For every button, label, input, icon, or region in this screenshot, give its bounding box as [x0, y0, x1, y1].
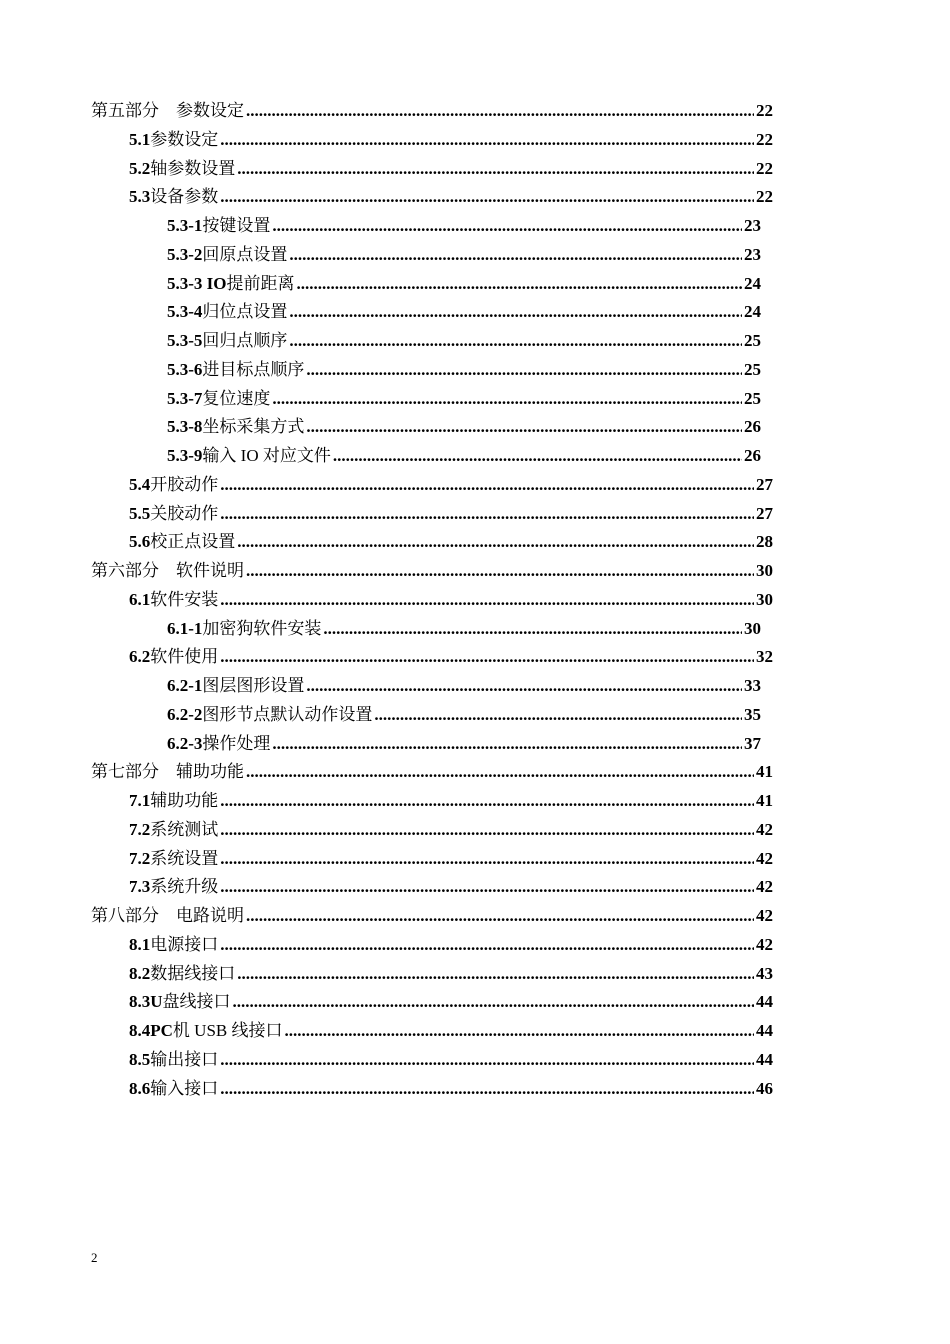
- toc-entry-page: 42: [756, 848, 773, 868]
- toc-entry[interactable]: [129, 531, 773, 553]
- dot-leader: [237, 158, 754, 180]
- toc-entry-title: 参数设定: [150, 129, 219, 149]
- dot-leader: [220, 934, 754, 956]
- toc-entry-number: 5.5: [129, 503, 151, 523]
- toc-entry[interactable]: [167, 416, 761, 438]
- toc-entry-title: 输出接口: [150, 1049, 219, 1069]
- toc-entry-title: 坐标采集方式: [202, 417, 305, 437]
- toc-entry[interactable]: [129, 876, 773, 898]
- toc-entry-page: 42: [756, 906, 773, 925]
- toc-entry-title: 输入 IO 对应文件: [202, 446, 331, 465]
- toc-entry[interactable]: [129, 963, 773, 985]
- dot-leader: [289, 301, 742, 323]
- toc-entry-page: 23: [744, 244, 761, 264]
- toc-entry-title: 图形节点默认动作设置: [202, 704, 373, 724]
- page-number: 2: [91, 1250, 98, 1265]
- dot-leader: [272, 215, 742, 237]
- toc-entry-title: 电源接口: [150, 934, 219, 954]
- toc-entry-number: 5.1: [129, 129, 151, 149]
- toc-entry-title: 软件安装: [150, 589, 219, 609]
- toc-entry-title: 轴参数设置: [150, 158, 236, 178]
- toc-entry-title: 盘线接口: [162, 992, 231, 1012]
- toc-entry-number: 8.4PC: [129, 1021, 173, 1040]
- toc-entry[interactable]: [129, 1020, 773, 1042]
- toc-entry-number: 5.3-5: [167, 331, 203, 350]
- toc-entry-title: 第六部分 软件说明: [91, 561, 244, 580]
- toc-entry[interactable]: [91, 100, 773, 122]
- toc-entry-page: 42: [756, 934, 773, 954]
- toc-entry-page: 25: [744, 359, 761, 379]
- toc-entry[interactable]: [167, 273, 761, 295]
- toc-entry[interactable]: [167, 445, 761, 467]
- toc-entry-title: 提前距离: [226, 273, 295, 293]
- toc-entry-number: 7.3: [129, 877, 151, 897]
- toc-entry-page: 22: [756, 101, 773, 120]
- toc-entry-title: 按键设置: [202, 216, 271, 235]
- toc-entry-title: 第五部分 参数设定: [91, 101, 244, 120]
- toc-entry[interactable]: [91, 905, 773, 927]
- toc-entry-number: 5.4: [129, 474, 151, 494]
- toc-entry-page: 44: [756, 1021, 773, 1040]
- dot-leader: [297, 273, 743, 295]
- dot-leader: [246, 100, 754, 122]
- toc-entry[interactable]: [167, 675, 761, 697]
- dot-leader: [272, 733, 742, 755]
- toc-entry-page: 44: [756, 1049, 773, 1069]
- toc-entry-page: 22: [756, 187, 773, 207]
- dot-leader: [246, 560, 754, 582]
- dot-leader: [374, 704, 742, 726]
- toc-entry-number: 8.3U: [129, 992, 163, 1012]
- toc-entry-title: 回归点顺序: [202, 331, 288, 350]
- toc-entry[interactable]: [129, 790, 773, 812]
- toc-entry[interactable]: [167, 618, 761, 640]
- toc-entry-number: 6.1-1: [167, 618, 203, 638]
- toc-entry-number: 7.1: [129, 791, 151, 810]
- toc-entry-title: 设备参数: [150, 187, 219, 207]
- toc-entry-title: 归位点设置: [202, 302, 288, 322]
- toc-entry-number: 8.2: [129, 963, 151, 983]
- toc-entry-number: 5.3-8: [167, 417, 203, 437]
- toc-entry-title: 加密狗软件安装: [202, 618, 322, 638]
- dot-leader: [306, 359, 742, 381]
- toc-entry-page: 26: [744, 417, 761, 437]
- toc-entry[interactable]: [167, 215, 761, 237]
- toc-entry-title: 数据线接口: [150, 963, 236, 983]
- toc-entry-page: 41: [756, 762, 773, 782]
- toc-entry-number: 5.3-6: [167, 359, 203, 379]
- toc-entry-number: 8.5: [129, 1049, 151, 1069]
- toc-entry[interactable]: [167, 244, 761, 266]
- toc-entry-page: 22: [756, 158, 773, 178]
- toc-entry[interactable]: [129, 934, 773, 956]
- toc-entry[interactable]: [129, 1078, 773, 1100]
- toc-entry-page: 42: [756, 819, 773, 839]
- toc-entry-number: 5.3-7: [167, 388, 203, 408]
- toc-entry-number: 5.2: [129, 158, 151, 178]
- dot-leader: [220, 848, 754, 870]
- toc-entry-number: 6.1: [129, 589, 151, 609]
- dot-leader: [237, 963, 754, 985]
- dot-leader: [220, 646, 754, 668]
- toc-entry-title: 软件使用: [150, 647, 219, 667]
- toc-entry-title: 系统设置: [150, 848, 219, 868]
- toc-entry[interactable]: [167, 704, 761, 726]
- toc-entry[interactable]: [129, 158, 773, 180]
- toc-entry[interactable]: [129, 819, 773, 841]
- toc-entry-page: 35: [744, 704, 761, 724]
- toc-entry-page: 46: [756, 1078, 773, 1098]
- dot-leader: [323, 618, 742, 640]
- toc-entry-page: 25: [744, 388, 761, 408]
- dot-leader: [233, 991, 754, 1013]
- dot-leader: [306, 675, 742, 697]
- toc-entry-page: 33: [744, 676, 761, 695]
- toc-entry-title: 机 USB 线接口: [172, 1021, 283, 1040]
- toc-entry-number: 5.3: [129, 187, 151, 207]
- toc-entry[interactable]: [91, 761, 773, 783]
- dot-leader: [289, 244, 742, 266]
- toc-entry-title: 系统测试: [150, 819, 219, 839]
- toc-entry-page: 37: [744, 733, 761, 753]
- toc-entry-number: 8.1: [129, 934, 151, 954]
- dot-leader: [220, 503, 754, 525]
- toc-entry-page: 27: [756, 474, 773, 494]
- dot-leader: [306, 416, 742, 438]
- toc-entry-page: 28: [756, 532, 773, 552]
- toc-entry-title: 操作处理: [202, 733, 271, 753]
- toc-entry-number: 7.2: [129, 848, 151, 868]
- toc-entry[interactable]: [91, 560, 773, 582]
- toc-entry-number: 5.3-4: [167, 302, 203, 322]
- toc-entry-number: 6.2-1: [167, 676, 203, 695]
- toc-entry-title: 回原点设置: [202, 244, 288, 264]
- toc-entry-title: 关胶动作: [150, 503, 219, 523]
- dot-leader: [220, 474, 754, 496]
- toc-entry-page: 24: [744, 273, 761, 293]
- toc-entry-title: 系统升级: [150, 877, 219, 897]
- toc-entry[interactable]: [129, 646, 773, 668]
- toc-entry-title: 校正点设置: [150, 532, 236, 552]
- toc-entry[interactable]: [129, 503, 773, 525]
- dot-leader: [272, 388, 742, 410]
- toc-entry[interactable]: [167, 359, 761, 381]
- toc-entry-number: 5.6: [129, 532, 151, 552]
- toc-entry[interactable]: [129, 991, 773, 1013]
- toc-entry-title: 第七部分 辅助功能: [91, 762, 244, 782]
- toc-entry[interactable]: [167, 388, 761, 410]
- toc-entry[interactable]: [129, 848, 773, 870]
- toc-entry-title: 复位速度: [202, 388, 271, 408]
- dot-leader: [289, 330, 742, 352]
- toc-entry[interactable]: [129, 1049, 773, 1071]
- dot-leader: [220, 819, 754, 841]
- toc-entry-page: 30: [756, 589, 773, 609]
- toc-entry[interactable]: [129, 129, 773, 151]
- toc-entry[interactable]: [129, 474, 773, 496]
- toc-entry-title: 进目标点顺序: [202, 359, 305, 379]
- dot-leader: [220, 876, 754, 898]
- dot-leader: [285, 1020, 755, 1042]
- toc-entry-page: 25: [744, 331, 761, 350]
- dot-leader: [220, 790, 754, 812]
- dot-leader: [246, 905, 754, 927]
- toc-entry-number: 5.3-9: [167, 446, 203, 465]
- dot-leader: [246, 761, 754, 783]
- toc-entry[interactable]: [167, 301, 761, 323]
- toc-entry-page: 26: [744, 446, 761, 465]
- toc-entry[interactable]: [167, 733, 761, 755]
- dot-leader: [237, 531, 754, 553]
- toc-entry-title: 辅助功能: [150, 791, 219, 810]
- toc-entry-page: 23: [744, 216, 761, 235]
- toc-entry-page: 22: [756, 129, 773, 149]
- toc-entry-page: 42: [756, 877, 773, 897]
- toc-entry-number: 8.6: [129, 1078, 151, 1098]
- dot-leader: [220, 186, 754, 208]
- toc-entry-number: 5.3-1: [167, 216, 203, 235]
- toc-entry-page: 30: [756, 561, 773, 580]
- toc-entry-number: 6.2-2: [167, 704, 203, 724]
- toc-entry-number: 5.3-3 IO: [167, 273, 227, 293]
- dot-leader: [220, 129, 754, 151]
- toc-entry[interactable]: [129, 589, 773, 611]
- toc-entry[interactable]: [167, 330, 761, 352]
- toc-entry-number: 7.2: [129, 819, 151, 839]
- dot-leader: [220, 1049, 754, 1071]
- toc-entry-page: 43: [756, 963, 773, 983]
- toc-entry-page: 24: [744, 302, 761, 322]
- toc-entry-page: 27: [756, 503, 773, 523]
- toc-entry-title: 开胶动作: [150, 474, 219, 494]
- toc-entry-title: 第八部分 电路说明: [91, 906, 244, 925]
- toc-entry-number: 5.3-2: [167, 244, 203, 264]
- dot-leader: [333, 445, 742, 467]
- toc-entry-page: 41: [756, 791, 773, 810]
- toc-entry-page: 44: [756, 992, 773, 1012]
- toc-entry-page: 30: [744, 618, 761, 638]
- toc-entry-page: 32: [756, 647, 773, 667]
- toc-entry-number: 6.2-3: [167, 733, 203, 753]
- toc-entry-title: 图层图形设置: [202, 676, 305, 695]
- dot-leader: [220, 589, 754, 611]
- dot-leader: [220, 1078, 754, 1100]
- toc-entry-title: 输入接口: [150, 1078, 219, 1098]
- toc-entry[interactable]: [129, 186, 773, 208]
- toc-entry-number: 6.2: [129, 647, 151, 667]
